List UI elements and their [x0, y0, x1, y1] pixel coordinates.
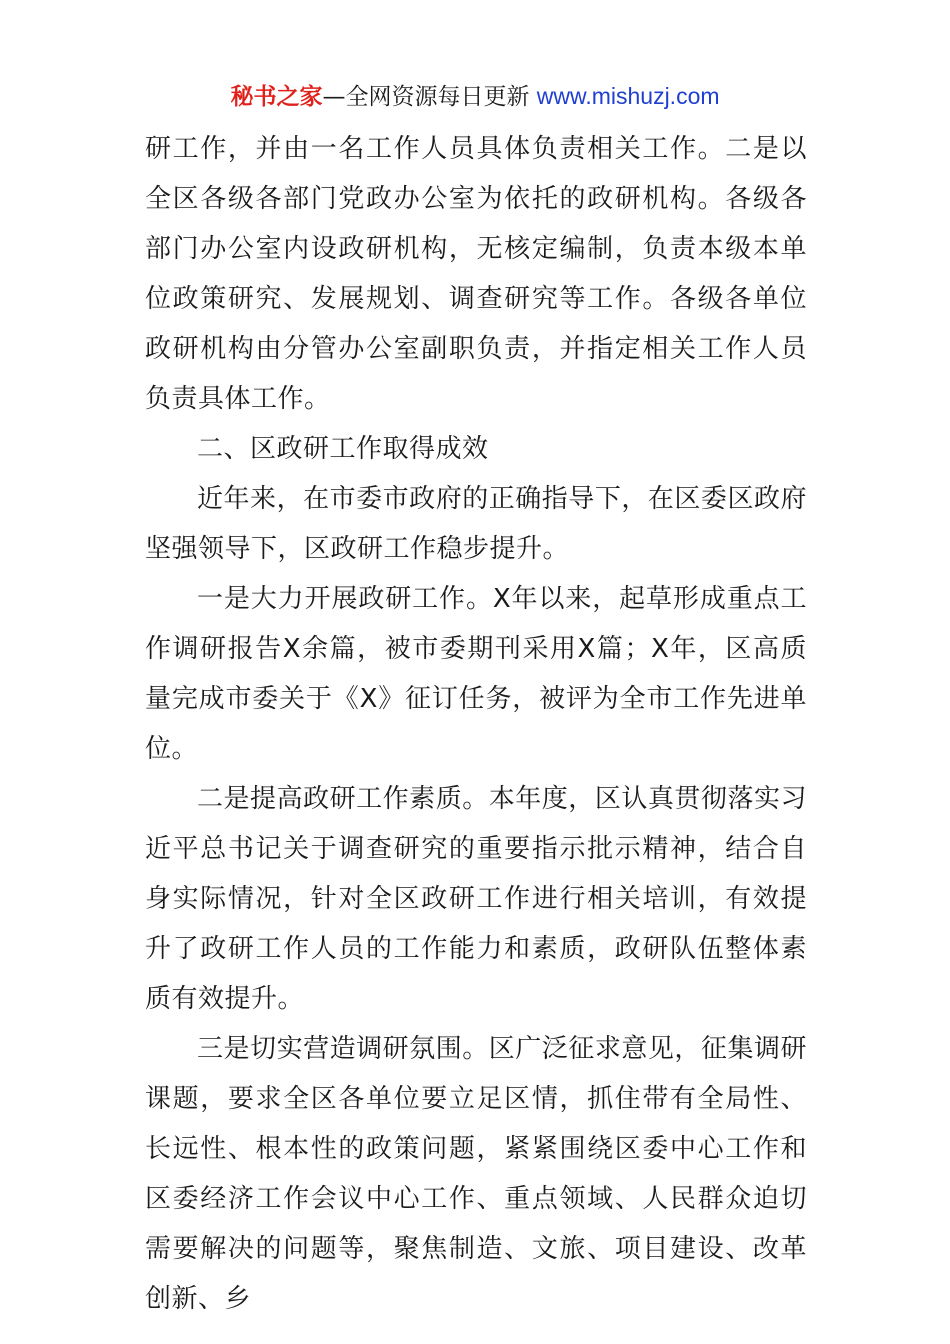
header-site-link[interactable]: www.mishuzj.com	[536, 83, 720, 109]
paragraph-point-3: 三是切实营造调研氛围。区广泛征求意见，征集调研课题，要求全区各单位要立足区情，抓住带有全局性、长远性、根本性的政策问题，紧紧围绕区委中心工作和区委经济工作会议中心工作、重点领域、人民群众迫切需要解决的问题等，聚焦制造、文旅、项目建设、改革创新、乡	[145, 1034, 807, 1314]
paragraph-point-2: 二是提高政研工作素质。本年度，区认真贯彻落实习近平总书记关于调查研究的重要指示批示精神，结合自身实际情况，针对全区政研工作进行相关培训，有效提升了政研工作人员的工作能力和素质，政研队伍整体素质有效提升。	[145, 784, 807, 1014]
header-tagline: —全网资源每日更新	[322, 84, 537, 110]
section-heading: 二、区政研工作取得成效	[197, 434, 489, 464]
header-brand: 秘书之家	[230, 84, 323, 110]
paragraph-point-1: 一是大力开展政研工作。X年以来，起草形成重点工作调研报告X余篇，被市委期刊采用X篇；X年，区高质量完成市委关于《X》征订任务，被评为全市工作先进单位。	[145, 584, 807, 764]
paragraph-continuation: 研工作，并由一名工作人员具体负责相关工作。二是以全区各级各部门党政办公室为依托的政研机构。各级各部门办公室内设政研机构，无核定编制，负责本级本单位政策研究、发展规划、调查研究等工作。各级各单位政研机构由分管办公室副职负责，并指定相关工作人员负责具体工作。	[145, 134, 807, 414]
page-header	[0, 80, 950, 113]
document-body	[145, 124, 807, 1324]
paragraph-intro: 近年来，在市委市政府的正确指导下，在区委区政府坚强领导下，区政研工作稳步提升。	[145, 484, 807, 564]
